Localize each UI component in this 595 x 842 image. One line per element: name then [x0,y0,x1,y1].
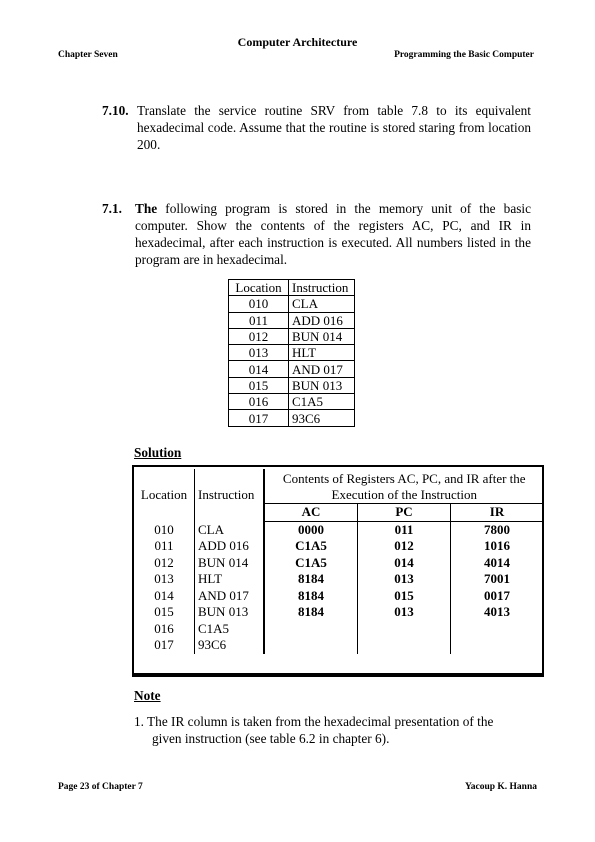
table-row [134,521,544,538]
solution-heading: Solution [134,445,182,460]
program-location: 010 [229,296,289,312]
document-title: Computer Architecture [237,35,358,49]
program-location: 014 [229,361,289,377]
solution-instruction: C1A5 [195,621,265,638]
problem-7-1-lead: The [135,201,158,216]
solution-ac: C1A5 [264,538,358,555]
solution-ac: 8184 [264,588,358,605]
solution-ir: 0017 [451,588,544,605]
solution-ac: 8184 [264,571,358,588]
solution-location: 013 [134,571,195,588]
solution-pc: 013 [358,571,451,588]
program-location: 017 [229,410,289,426]
solution-location: 015 [134,604,195,621]
footer-page-number: Page 23 of Chapter 7 [58,782,143,792]
program-table-header [229,280,355,296]
solution-instruction: BUN 013 [195,604,265,621]
solution-location: 012 [134,555,195,572]
note-heading: Note [134,688,161,703]
solution-ac: C1A5 [264,555,358,572]
program-instruction: BUN 014 [289,328,355,344]
table-row [229,296,355,312]
table-row [229,312,355,328]
program-instruction: CLA [289,296,355,312]
solution-pc [358,637,451,654]
solution-ir: 4014 [451,555,544,572]
solution-header-group: Contents of Registers AC, PC, and IR after the Execution of the Instruction [264,469,544,504]
problem-7-10-text: Translate the service routine SRV from table 7.8 to its equivalent hexadecimal code. Assume that the routine is stored staring from location 200. [137,103,531,152]
note-line-2: given instruction (see table 6.2 in chapter 6). [152,731,390,746]
solution-instruction: BUN 014 [195,555,265,572]
solution-header-ac: AC [264,504,358,522]
table-row [134,621,544,638]
table-row [229,410,355,426]
table-row [229,345,355,361]
note-text [134,713,534,747]
header-section: Programming the Basic Computer [394,50,534,60]
footer-author: Yacoup K. Hanna [464,782,537,792]
solution-ir: 7001 [451,571,544,588]
solution-header-ir: IR [451,504,544,522]
solution-location: 017 [134,637,195,654]
table-row [134,571,544,588]
solution-location: 016 [134,621,195,638]
problem-7-1-body: following program is stored in the memory unit of the basic computer. Show the contents of the registers AC, PC, and IR in hexadecimal, after each instruction is executed. All numbers listed in the program are in hexadecimal. [135,201,531,267]
solution-pc: 015 [358,588,451,605]
solution-location: 014 [134,588,195,605]
table-row [134,555,544,572]
solution-pc: 013 [358,604,451,621]
solution-header-row [134,469,544,504]
program-location: 012 [229,328,289,344]
solution-pc [358,621,451,638]
program-location: 013 [229,345,289,361]
table-row [229,361,355,377]
header-chapter: Chapter Seven [58,50,118,60]
program-header-instruction: Instruction [289,280,355,296]
solution-table [134,469,544,654]
program-location: 011 [229,312,289,328]
solution-instruction: ADD 016 [195,538,265,555]
program-table [228,279,355,427]
table-row [134,604,544,621]
solution-pc: 012 [358,538,451,555]
program-instruction: AND 017 [289,361,355,377]
solution-pc: 014 [358,555,451,572]
solution-ir: 4013 [451,604,544,621]
program-location: 016 [229,394,289,410]
program-instruction: ADD 016 [289,312,355,328]
solution-ir: 1016 [451,538,544,555]
solution-instruction: 93C6 [195,637,265,654]
table-row [134,637,544,654]
program-instruction: BUN 013 [289,377,355,393]
solution-location: 010 [134,521,195,538]
program-instruction: HLT [289,345,355,361]
solution-ir: 7800 [451,521,544,538]
problem-7-10-number: 7.10. [102,103,129,118]
solution-ac: 8184 [264,604,358,621]
solution-location: 011 [134,538,195,555]
solution-instruction: CLA [195,521,265,538]
program-location: 015 [229,377,289,393]
program-instruction: 93C6 [289,410,355,426]
solution-ac: 0000 [264,521,358,538]
table-row [229,328,355,344]
solution-ac [264,637,358,654]
solution-header-instruction: Instruction [195,469,265,521]
table-row [229,377,355,393]
program-instruction: C1A5 [289,394,355,410]
solution-ir [451,621,544,638]
solution-ir [451,637,544,654]
solution-header-pc: PC [358,504,451,522]
table-row [134,588,544,605]
program-header-location: Location [229,280,289,296]
solution-instruction: HLT [195,571,265,588]
solution-header-location: Location [134,469,195,521]
problem-7-1-text [135,200,531,268]
solution-ac [264,621,358,638]
solution-pc: 011 [358,521,451,538]
note-line-1: 1. The IR column is taken from the hexadecimal presentation of the [134,714,494,729]
table-row [229,394,355,410]
problem-7-1-number: 7.1. [102,201,122,216]
table-row [134,538,544,555]
solution-instruction: AND 017 [195,588,265,605]
